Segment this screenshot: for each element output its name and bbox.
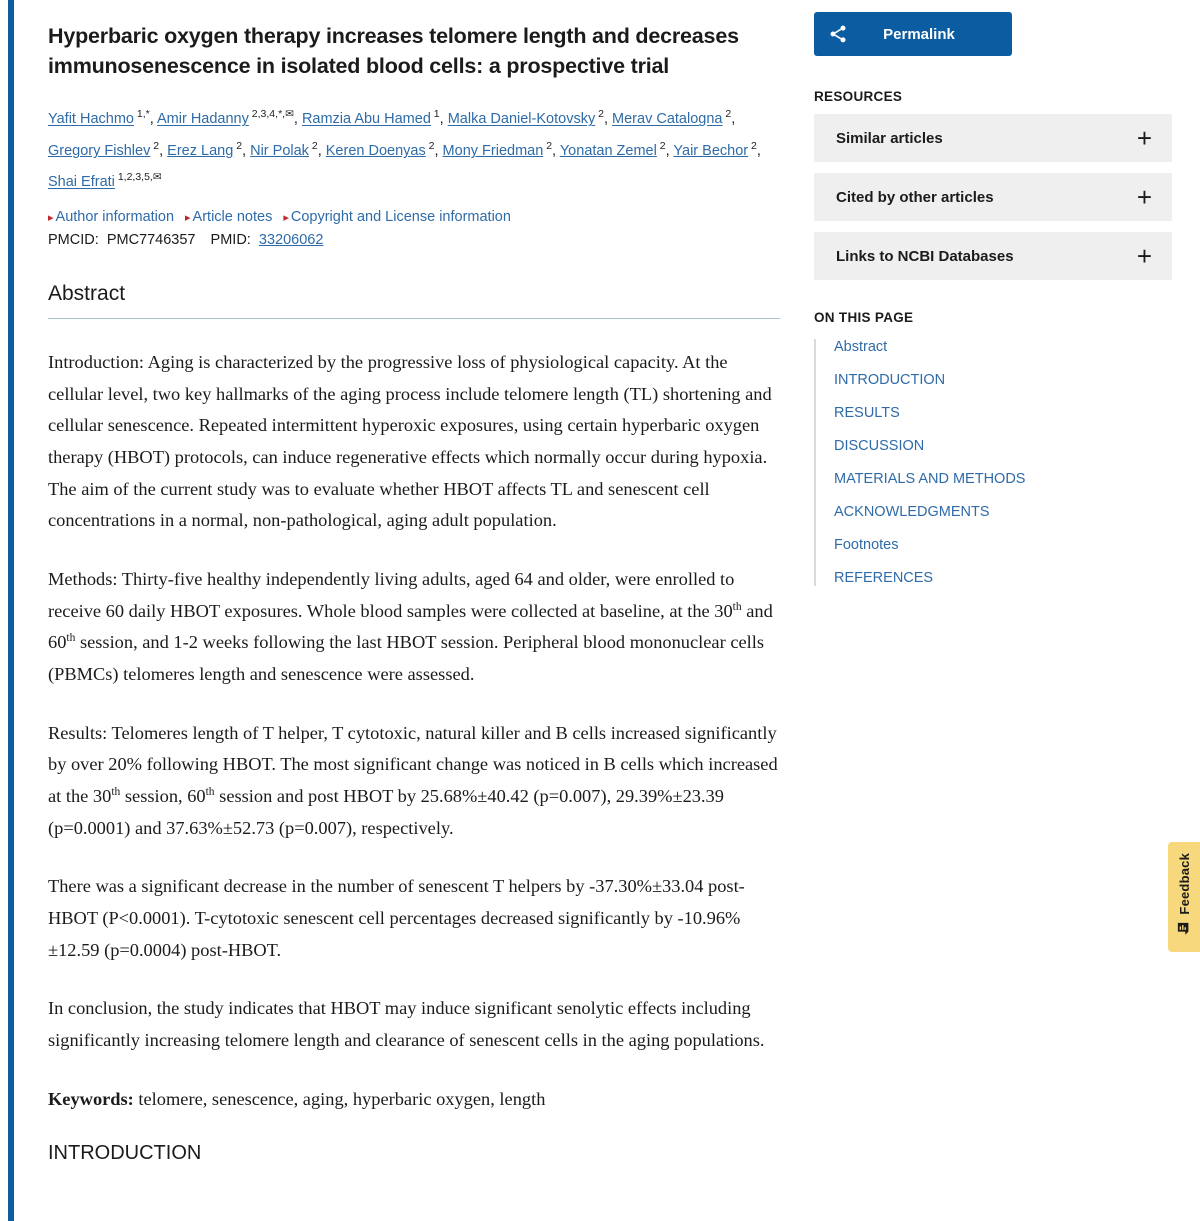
author-affiliation: 2 [308,139,318,152]
author-link[interactable]: Merav Catalogna [612,111,723,128]
caret-icon: ▸ [283,212,289,225]
author-link[interactable]: Yair Bechor [673,142,749,159]
author-affiliation: 2 [656,139,666,152]
author-separator: , [665,142,674,159]
keywords-paragraph [48,1084,780,1116]
resource-accordion-item[interactable] [814,114,1172,162]
abstract-paragraph: There was a significant decrease in the number of senescent T helpers by -37.30%±33.04 post-HBOT (P<0.0001). T-cytotoxic senescent cell percentages decreased significantly by -10.96%±12.59 (p=0.0004) post-HBOT. [48,876,745,960]
author-link[interactable]: Ramzia Abu Hamed [301,111,431,128]
resource-label: Similar articles [836,129,943,147]
onpage-nav-item[interactable]: ACKNOWLEDGMENTS [834,504,990,520]
resource-label: Cited by other articles [836,188,994,206]
author-link[interactable]: Malka Daniel-Kotovsky [447,111,596,128]
author-separator: , [731,111,736,128]
plus-icon[interactable]: + [1136,123,1152,153]
abstract-paragraph: Results: Telomeres length of T helper, T cytotoxic, natural killer and B cells increased significantly by over 20% following HBOT. The most significant change was noticed in B cells which increased at the 30th session, 60th session and post HBOT by 25.68%±40.42 (p=0.007), 29.39%±23.39 (p=0.0001) and 37.63%±52.73 (p=0.007), respectively. [48,722,778,838]
onpage-nav-item[interactable]: Abstract [834,339,888,355]
author-link[interactable]: Keren Doenyas [325,142,426,159]
feedback-label: Feedback [1176,853,1192,915]
meta-link[interactable]: Copyright and License information [290,209,511,226]
author-separator: , [149,111,157,128]
keywords-label: Keywords: [48,1088,134,1109]
onpage-nav-item[interactable]: DISCUSSION [834,438,925,454]
pmcid-value: PMC7746357 [106,232,196,249]
author-separator: , [603,111,613,128]
author-link[interactable]: Shai Efrati [48,173,115,190]
author-separator: , [434,142,443,159]
keywords-value: telomere, senescence, aging, hyperbaric oxygen, length [133,1088,546,1109]
onpage-nav-item[interactable]: REFERENCES [834,570,934,586]
plus-icon[interactable]: + [1136,182,1152,212]
onpage-nav-item[interactable]: INTRODUCTION [834,372,946,388]
resource-accordion-item[interactable] [814,232,1172,280]
author-affiliation: 2 [425,139,435,152]
author-separator: , [159,142,168,159]
abstract-paragraph: Methods: Thirty-five healthy independently living adults, aged 64 and older, were enrolled to receive 60 daily HBOT exposures. Whole blood samples were collected at baseline, at the 30th and 60th session, and 1-2 weeks following the last HBOT session. Peripheral blood mononuclear cells (PBMCs) telomeres length and senescence were assessed. [48,569,773,685]
meta-link[interactable]: Author information [55,209,175,226]
abstract-heading: Abstract [48,282,780,319]
author-affiliation: 2 [233,139,243,152]
left-accent-bar [8,0,14,1221]
pmcid-label: PMCID: [48,232,99,249]
article-title: Hyperbaric oxygen therapy increases telomere length and decreases immunosenescence in isolated blood cells: a prospective trial [48,24,739,78]
author-link[interactable]: Gregory Fishlev [48,142,151,159]
author-link[interactable]: Nir Polak [250,142,309,159]
chart-icon [1177,922,1191,941]
meta-link[interactable]: Article notes [192,209,273,226]
onpage-heading: ON THIS PAGE [814,310,914,325]
article-meta-links [48,209,780,225]
onpage-nav-item[interactable]: RESULTS [834,405,900,421]
author-list [48,103,780,197]
share-icon [828,24,848,44]
caret-icon: ▸ [185,212,191,225]
resources-accordion [814,114,1172,280]
author-affiliation: 2,3,4,*,✉ [248,108,294,121]
abstract-body [48,347,780,1115]
resource-accordion-item[interactable] [814,173,1172,221]
permalink-label: Permalink [883,25,955,43]
author-affiliation: 2 [150,139,160,152]
abstract-paragraph: Introduction: Aging is characterized by the progressive loss of physiological capacity. At the cellular level, two key hallmarks of the aging process include telomere length (TL) shortening and cellular senescence. Repeated intermittent hyperoxic exposures, using certain hyperbaric oxygen therapy (HBOT) protocols, can induce regenerative effects which normally occur during hypoxia. The aim of the current study was to evaluate whether HBOT affects TL and senescent cell concentrations in a normal, non-pathological, aging adult population. [48,352,772,531]
onpage-nav [814,339,1172,586]
author-separator: , [439,111,448,128]
author-affiliation: 2 [543,139,553,152]
author-separator: , [317,142,326,159]
author-separator: , [756,142,761,159]
plus-icon[interactable]: + [1136,241,1152,271]
onpage-nav-item[interactable]: MATERIALS AND METHODS [834,471,1026,487]
author-link[interactable]: Amir Hadanny [157,111,249,128]
author-separator: , [552,142,560,159]
author-affiliation: 2 [595,108,604,121]
resources-heading: RESOURCES [814,89,903,104]
author-affiliation: 1 [430,108,440,121]
author-link[interactable]: Yonatan Zemel [559,142,657,159]
author-separator: , [242,142,251,159]
author-affiliation: 2 [722,108,732,121]
pmid-label: PMID: [210,232,251,249]
author-affiliation: 2 [748,139,757,152]
pmid-link[interactable]: 33206062 [258,232,324,249]
author-separator: , [293,111,302,128]
introduction-heading: INTRODUCTION [48,1142,202,1165]
article-identifiers [48,232,780,248]
author-link[interactable]: Erez Lang [167,142,234,159]
permalink-button[interactable] [814,12,1012,56]
onpage-nav-item[interactable]: Footnotes [834,537,899,553]
author-link[interactable]: Yafit Hachmo [48,111,134,128]
author-affiliation: 1,* [133,108,150,121]
right-sidebar [800,0,1200,1221]
caret-icon: ▸ [48,212,54,225]
author-link[interactable]: Mony Friedman [442,142,544,159]
resource-label: Links to NCBI Databases [836,247,1014,265]
feedback-tab[interactable] [1168,842,1200,952]
abstract-paragraph: In conclusion, the study indicates that HBOT may induce significant senolytic effects including significantly increasing telomere length and clearance of senescent cells in the aging populations. [48,998,765,1050]
author-affiliation: 1,2,3,5,✉ [114,170,162,183]
